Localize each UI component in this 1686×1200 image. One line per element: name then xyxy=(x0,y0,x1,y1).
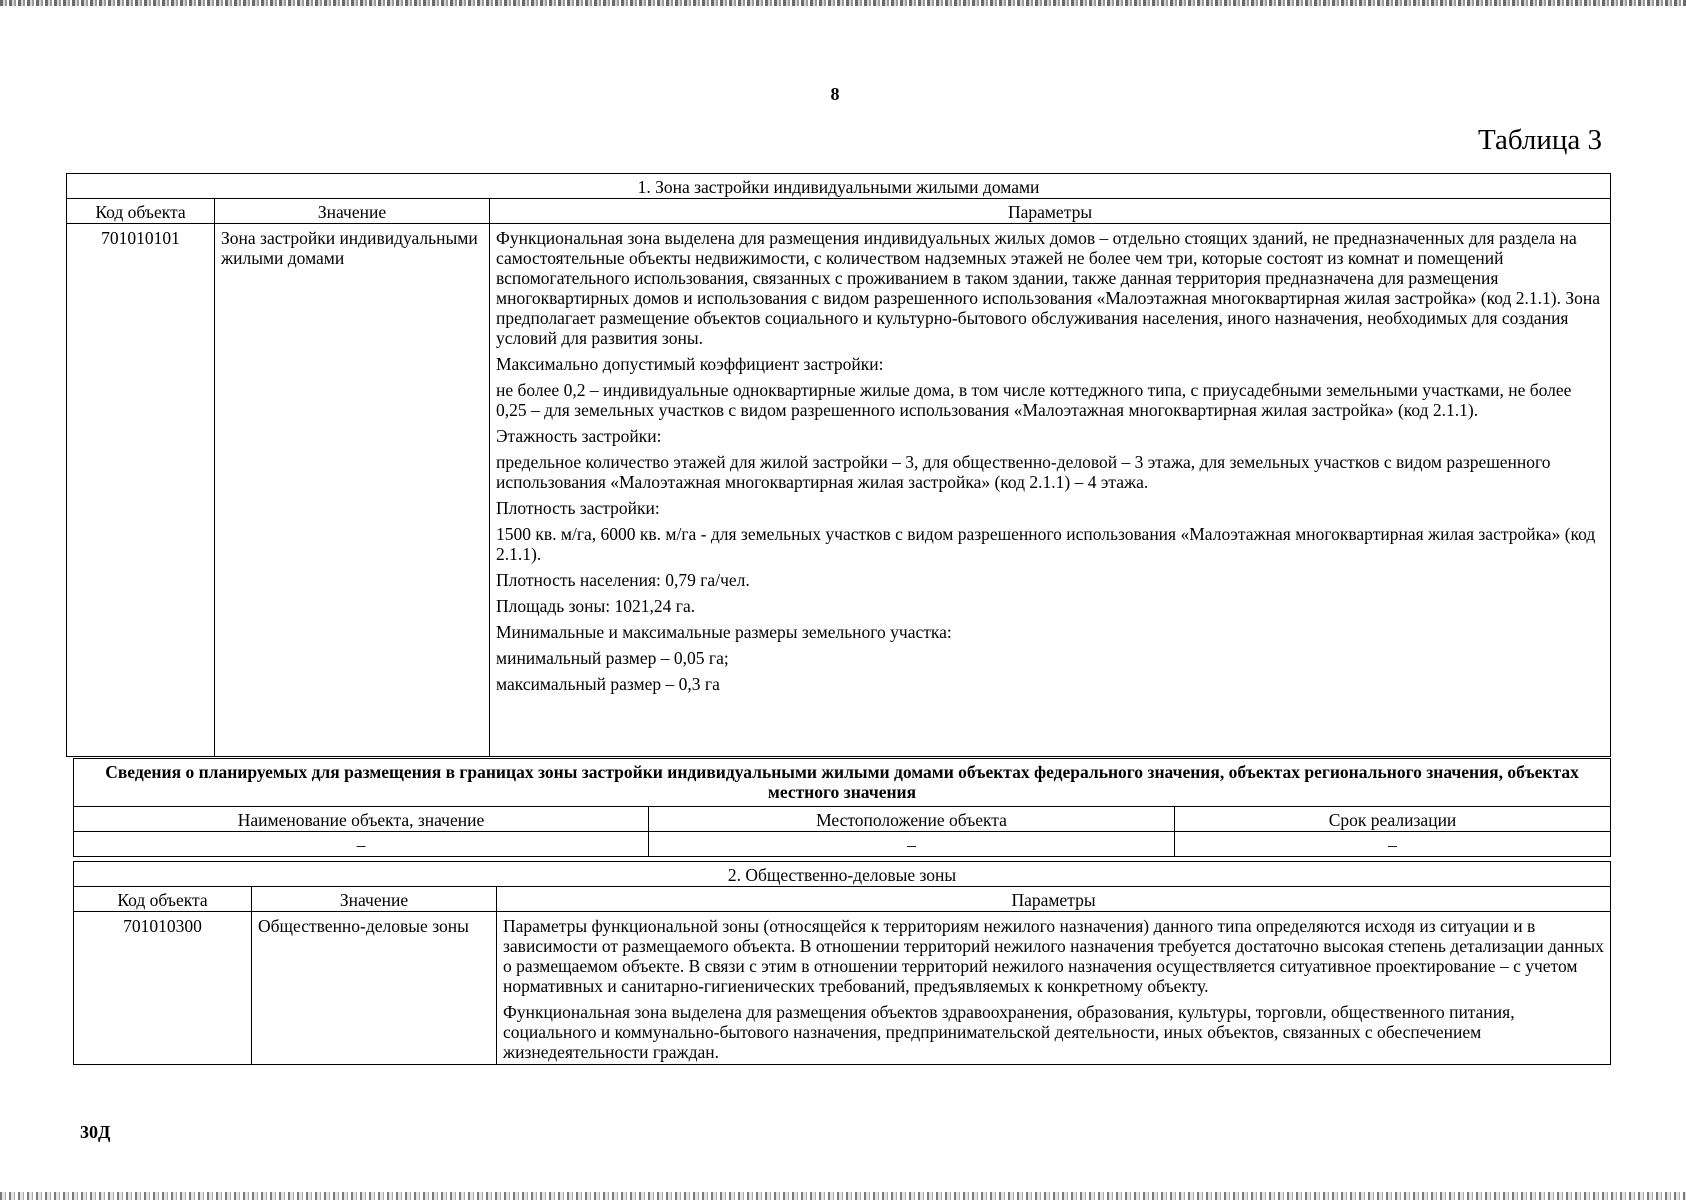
zone1-object-code: 701010101 xyxy=(67,224,215,757)
zone1-param-area: Площадь зоны: 1021,24 га. xyxy=(496,596,696,616)
zone1-param-coef-label: Максимально допустимый коэффициент застройки: xyxy=(496,354,884,374)
scan-edge-bottom xyxy=(0,1192,1686,1200)
zone2-header-code: Код объекта xyxy=(74,887,252,912)
planned-row-name: – xyxy=(74,832,649,857)
zone2-params-cell xyxy=(497,912,1611,1065)
zone1-header-code: Код объекта xyxy=(67,199,215,224)
planned-header-location: Местоположение объекта xyxy=(649,807,1175,832)
zone1-param-coef-value: не более 0,2 – индивидуальные одноквартирные жилые дома, в том числе коттеджного типа, с приусадебными земельными участками, не более 0,25 – для земельных участков с видом разрешенного использования «Малоэтажная многоквартирная жилая застройка» (код 2.1.1). xyxy=(496,380,1572,420)
zone1-header-value: Значение xyxy=(215,199,490,224)
page-number: 8 xyxy=(830,84,840,104)
planned-table xyxy=(73,758,1611,857)
zone1-params-cell xyxy=(490,224,1611,757)
zone2-object-value: Общественно-деловые зоны xyxy=(252,912,497,1065)
zone1-param-plot-size-label: Минимальные и максимальные размеры земельного участка: xyxy=(496,622,952,642)
zone2-table xyxy=(73,861,1611,1065)
zone2-header-params: Параметры xyxy=(497,887,1611,912)
zone1-param-description: Функциональная зона выделена для размещения индивидуальных жилых домов – отдельно стоящих зданий, не предназначенных для раздела на самостоятельные объекты недвижимости, с количеством надземных этажей не более чем три, которые состоят из комнат и помещений вспомогательного использования, связанных с проживанием в таком здании, также данная территория предназначена для размещения многоквартирных домов и использования с видом разрешенного использования «Малоэтажная многоквартирная жилая застройка» (код 2.1.1). Зона предполагает размещение объектов социального и культурно-бытового обслуживания населения, иного назначения, необходимых для создания условий для развития зоны. xyxy=(496,228,1601,348)
zone2-param-purpose: Функциональная зона выделена для размещения объектов здравоохранения, образования, культуры, торговли, общественного питания, социального и коммунально-бытового назначения, предпринимательской деятельности, иных объектов, связанных с обеспечением жизнедеятельности граждан. xyxy=(503,1002,1515,1062)
zone2-header-value: Значение xyxy=(252,887,497,912)
zone1-object-value: Зона застройки индивидуальными жилыми домами xyxy=(215,224,490,757)
zone1-param-floors-label: Этажность застройки: xyxy=(496,426,662,446)
zone1-param-plot-min: минимальный размер – 0,05 га; xyxy=(496,648,729,668)
planned-row-term: – xyxy=(1175,832,1611,857)
planned-header-term: Срок реализации xyxy=(1175,807,1611,832)
zone1-param-density-label: Плотность застройки: xyxy=(496,498,660,518)
zone1-title: 1. Зона застройки индивидуальными жилыми домами xyxy=(67,174,1611,199)
footer-code: 30Д xyxy=(80,1122,111,1142)
table-caption: Таблица 3 xyxy=(1477,124,1602,156)
zone1-param-floors-value: предельное количество этажей для жилой застройки – 3, для общественно-деловой – 3 этажа, для земельных участков с видом разрешенного использования «Малоэтажная многоквартирная жилая застройка» (код 2.1.1) – 4 этажа. xyxy=(496,452,1551,492)
zone1-header-params: Параметры xyxy=(490,199,1611,224)
zone1-param-plot-max: максимальный размер – 0,3 га xyxy=(496,674,720,694)
zone2-title: 2. Общественно-деловые зоны xyxy=(74,862,1611,887)
scan-edge-top xyxy=(0,0,1686,6)
zone2-param-description: Параметры функциональной зоны (относящейся к территориям нежилого назначения) данного типа определяются исходя из ситуации и в зависимости от размещаемого объекта. В отношении территорий нежилого назначения требуется достаточно высокая степень детализации данных о размещаемом объекте. В связи с этим в отношении территорий нежилого назначения осуществляется ситуативное проектирование – с учетом нормативных и санитарно-гигиенических требований, предъявляемых к конкретному объекту. xyxy=(503,916,1604,996)
zone1-param-population-density: Плотность населения: 0,79 га/чел. xyxy=(496,570,750,590)
zone1-table xyxy=(66,173,1611,757)
zone2-object-code: 701010300 xyxy=(74,912,252,1065)
zone1-param-density-value: 1500 кв. м/га, 6000 кв. м/га - для земельных участков с видом разрешенного использования «Малоэтажная многоквартирная жилая застройка» (код 2.1.1). xyxy=(496,524,1596,564)
planned-header-name: Наименование объекта, значение xyxy=(74,807,649,832)
planned-title: Сведения о планируемых для размещения в границах зоны застройки индивидуальными жилыми домами объектах федерального значения, объектах регионального значения, объектах местного значения xyxy=(74,759,1611,807)
planned-row-location: – xyxy=(649,832,1175,857)
